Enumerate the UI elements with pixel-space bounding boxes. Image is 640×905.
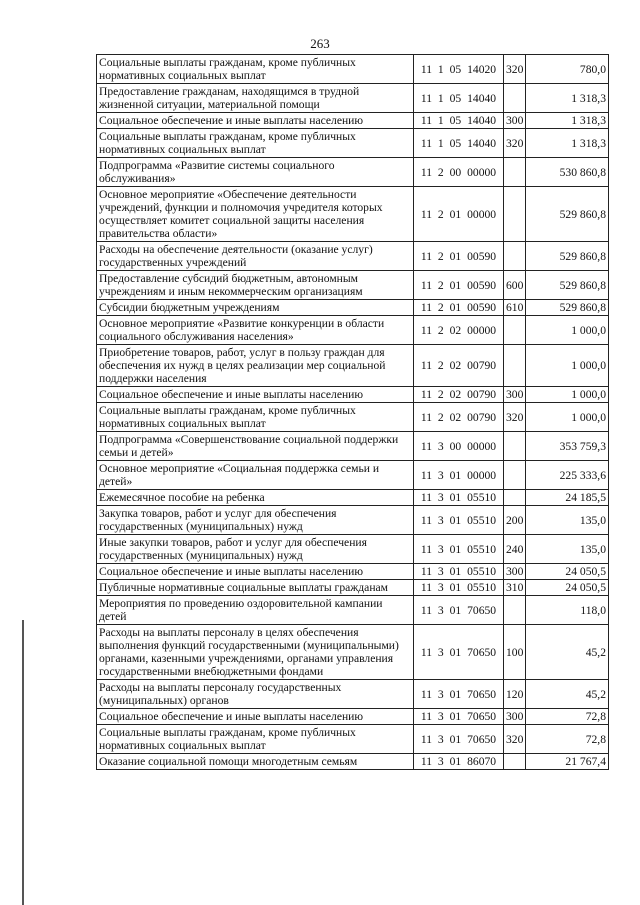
table-row — [97, 432, 609, 461]
table-row — [97, 535, 609, 564]
row-target-code-cell: 11 2 02 00790 — [414, 345, 504, 387]
row-name-cell: Основное мероприятие «Социальная поддержка семьи и детей» — [97, 461, 414, 490]
row-name-cell: Подпрограмма «Развитие системы социального обслуживания» — [97, 158, 414, 187]
row-expense-type-cell: 200 — [504, 506, 526, 535]
row-target-code-cell: 11 3 01 00000 — [414, 461, 504, 490]
row-amount-cell: 24 050,5 — [526, 564, 609, 580]
row-name-cell: Оказание социальной помощи многодетным семьям — [97, 754, 414, 770]
row-amount-cell: 135,0 — [526, 535, 609, 564]
table-row — [97, 387, 609, 403]
row-target-code-cell: 11 1 05 14040 — [414, 129, 504, 158]
row-expense-type-cell — [504, 316, 526, 345]
row-expense-type-cell: 320 — [504, 403, 526, 432]
row-target-code-cell: 11 3 01 05510 — [414, 506, 504, 535]
row-target-code-cell: 11 2 02 00790 — [414, 387, 504, 403]
table-row — [97, 725, 609, 754]
table-row — [97, 461, 609, 490]
row-expense-type-cell — [504, 345, 526, 387]
row-amount-cell: 530 860,8 — [526, 158, 609, 187]
row-amount-cell: 529 860,8 — [526, 300, 609, 316]
row-target-code-cell: 11 3 01 05510 — [414, 580, 504, 596]
row-target-code-cell: 11 3 01 05510 — [414, 564, 504, 580]
row-amount-cell: 1 000,0 — [526, 403, 609, 432]
row-expense-type-cell: 100 — [504, 625, 526, 680]
budget-table-container — [96, 54, 608, 770]
row-amount-cell: 225 333,6 — [526, 461, 609, 490]
row-amount-cell: 24 185,5 — [526, 490, 609, 506]
row-expense-type-cell: 300 — [504, 113, 526, 129]
row-name-cell: Закупка товаров, работ и услуг для обеспечения государственных (муниципальных) нужд — [97, 506, 414, 535]
table-row — [97, 680, 609, 709]
row-name-cell: Основное мероприятие «Развитие конкуренции в области социального обслуживания населения» — [97, 316, 414, 345]
budget-table — [96, 54, 609, 770]
row-target-code-cell: 11 2 02 00000 — [414, 316, 504, 345]
table-row — [97, 506, 609, 535]
table-row — [97, 187, 609, 242]
table-row — [97, 580, 609, 596]
table-row — [97, 129, 609, 158]
row-amount-cell: 1 000,0 — [526, 387, 609, 403]
row-amount-cell: 72,8 — [526, 709, 609, 725]
row-target-code-cell: 11 2 01 00590 — [414, 271, 504, 300]
row-expense-type-cell — [504, 754, 526, 770]
row-name-cell: Предоставление субсидий бюджетным, автономным учреждениям и иным некоммерческим организациям — [97, 271, 414, 300]
row-amount-cell: 353 759,3 — [526, 432, 609, 461]
row-name-cell: Иные закупки товаров, работ и услуг для обеспечения государственных (муниципальных) нужд — [97, 535, 414, 564]
budget-table-body — [97, 55, 609, 770]
row-name-cell: Социальные выплаты гражданам, кроме публичных нормативных социальных выплат — [97, 129, 414, 158]
table-row — [97, 754, 609, 770]
row-expense-type-cell: 610 — [504, 300, 526, 316]
row-expense-type-cell: 600 — [504, 271, 526, 300]
row-amount-cell: 529 860,8 — [526, 187, 609, 242]
row-expense-type-cell: 240 — [504, 535, 526, 564]
row-name-cell: Социальное обеспечение и иные выплаты населению — [97, 387, 414, 403]
row-name-cell: Приобретение товаров, работ, услуг в пользу граждан для обеспечения их нужд в целях реализации мер социальной поддержки населения — [97, 345, 414, 387]
row-amount-cell: 118,0 — [526, 596, 609, 625]
row-target-code-cell: 11 3 01 70650 — [414, 625, 504, 680]
table-row — [97, 625, 609, 680]
table-row — [97, 158, 609, 187]
row-amount-cell: 45,2 — [526, 680, 609, 709]
row-name-cell: Предоставление гражданам, находящимся в трудной жизненной ситуации, материальной помощи — [97, 84, 414, 113]
table-row — [97, 345, 609, 387]
row-target-code-cell: 11 1 05 14020 — [414, 55, 504, 84]
row-name-cell: Социальное обеспечение и иные выплаты населению — [97, 564, 414, 580]
row-amount-cell: 1 318,3 — [526, 113, 609, 129]
row-amount-cell: 24 050,5 — [526, 580, 609, 596]
table-row — [97, 55, 609, 84]
row-expense-type-cell — [504, 461, 526, 490]
row-target-code-cell: 11 3 01 70650 — [414, 709, 504, 725]
row-amount-cell: 45,2 — [526, 625, 609, 680]
row-amount-cell: 780,0 — [526, 55, 609, 84]
row-target-code-cell: 11 3 01 05510 — [414, 490, 504, 506]
row-target-code-cell: 11 3 01 70650 — [414, 725, 504, 754]
row-expense-type-cell: 300 — [504, 387, 526, 403]
row-target-code-cell: 11 2 01 00590 — [414, 300, 504, 316]
page-number: 263 — [310, 36, 330, 51]
row-name-cell: Субсидии бюджетным учреждениям — [97, 300, 414, 316]
row-name-cell: Расходы на обеспечение деятельности (оказание услуг) государственных учреждений — [97, 242, 414, 271]
row-expense-type-cell — [504, 187, 526, 242]
row-name-cell: Мероприятия по проведению оздоровительной кампании детей — [97, 596, 414, 625]
row-amount-cell: 529 860,8 — [526, 271, 609, 300]
row-name-cell: Социальные выплаты гражданам, кроме публичных нормативных социальных выплат — [97, 725, 414, 754]
row-expense-type-cell — [504, 432, 526, 461]
row-amount-cell: 72,8 — [526, 725, 609, 754]
row-expense-type-cell: 320 — [504, 55, 526, 84]
row-expense-type-cell: 120 — [504, 680, 526, 709]
table-row — [97, 271, 609, 300]
table-row — [97, 242, 609, 271]
row-target-code-cell: 11 3 01 86070 — [414, 754, 504, 770]
table-row — [97, 709, 609, 725]
table-row — [97, 596, 609, 625]
row-target-code-cell: 11 3 01 70650 — [414, 680, 504, 709]
row-target-code-cell: 11 2 00 00000 — [414, 158, 504, 187]
row-name-cell: Ежемесячное пособие на ребенка — [97, 490, 414, 506]
table-row — [97, 490, 609, 506]
row-name-cell: Публичные нормативные социальные выплаты гражданам — [97, 580, 414, 596]
row-amount-cell: 529 860,8 — [526, 242, 609, 271]
table-row — [97, 84, 609, 113]
row-target-code-cell: 11 2 01 00000 — [414, 187, 504, 242]
row-target-code-cell: 11 1 05 14040 — [414, 113, 504, 129]
row-expense-type-cell: 310 — [504, 580, 526, 596]
row-name-cell: Расходы на выплаты персоналу в целях обеспечения выполнения функций государственными (муниципальными) органами, казенными учреждениями, органами управления государственными внебюджетными фондами — [97, 625, 414, 680]
row-expense-type-cell — [504, 490, 526, 506]
row-expense-type-cell — [504, 242, 526, 271]
row-name-cell: Социальное обеспечение и иные выплаты населению — [97, 113, 414, 129]
row-target-code-cell: 11 3 01 70650 — [414, 596, 504, 625]
row-target-code-cell: 11 3 01 05510 — [414, 535, 504, 564]
row-target-code-cell: 11 2 01 00590 — [414, 242, 504, 271]
row-name-cell: Социальные выплаты гражданам, кроме публичных нормативных социальных выплат — [97, 55, 414, 84]
row-amount-cell: 135,0 — [526, 506, 609, 535]
row-name-cell: Социальное обеспечение и иные выплаты населению — [97, 709, 414, 725]
row-expense-type-cell: 320 — [504, 725, 526, 754]
row-amount-cell: 21 767,4 — [526, 754, 609, 770]
table-row — [97, 316, 609, 345]
row-amount-cell: 1 318,3 — [526, 84, 609, 113]
row-expense-type-cell — [504, 596, 526, 625]
row-expense-type-cell: 300 — [504, 709, 526, 725]
row-expense-type-cell — [504, 84, 526, 113]
left-margin-line — [22, 620, 24, 905]
row-target-code-cell: 11 1 05 14040 — [414, 84, 504, 113]
row-name-cell: Подпрограмма «Совершенствование социальной поддержки семьи и детей» — [97, 432, 414, 461]
row-target-code-cell: 11 3 00 00000 — [414, 432, 504, 461]
row-expense-type-cell: 320 — [504, 129, 526, 158]
row-amount-cell: 1 000,0 — [526, 345, 609, 387]
row-name-cell: Социальные выплаты гражданам, кроме публичных нормативных социальных выплат — [97, 403, 414, 432]
table-row — [97, 403, 609, 432]
table-row — [97, 300, 609, 316]
row-amount-cell: 1 000,0 — [526, 316, 609, 345]
table-row — [97, 564, 609, 580]
row-target-code-cell: 11 2 02 00790 — [414, 403, 504, 432]
row-expense-type-cell: 300 — [504, 564, 526, 580]
row-expense-type-cell — [504, 158, 526, 187]
table-row — [97, 113, 609, 129]
row-name-cell: Расходы на выплаты персоналу государственных (муниципальных) органов — [97, 680, 414, 709]
row-amount-cell: 1 318,3 — [526, 129, 609, 158]
row-name-cell: Основное мероприятие «Обеспечение деятельности учреждений, функции и полномочия учредителя которых осуществляет комитет социальной защиты населения правительства области» — [97, 187, 414, 242]
